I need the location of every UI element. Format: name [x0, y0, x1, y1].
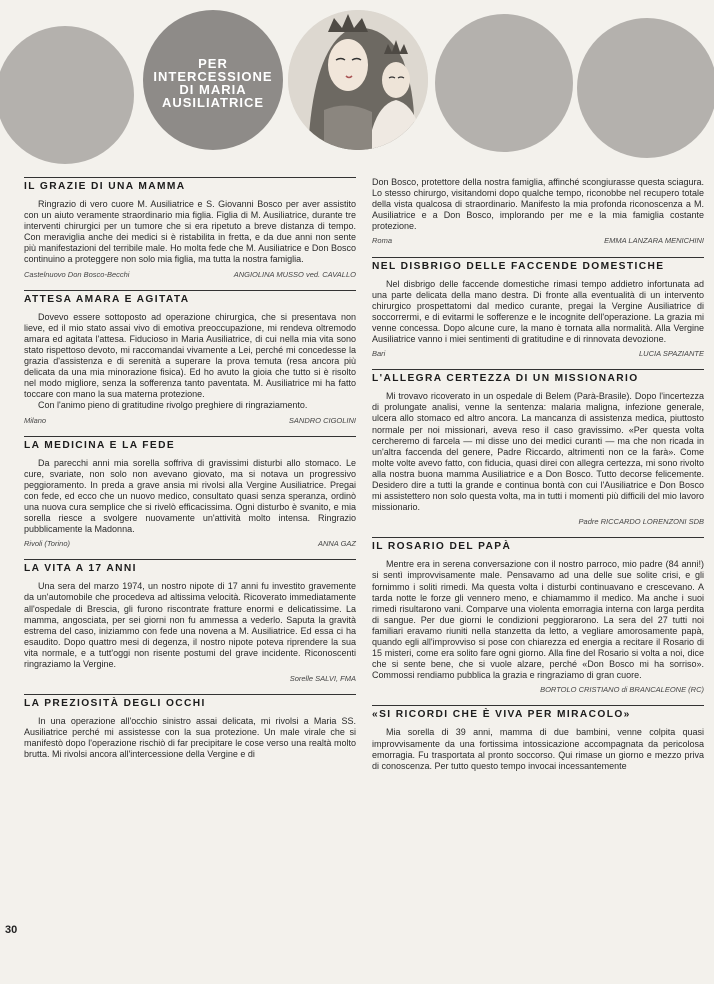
article-continuation: [372, 177, 704, 247]
article-text: Mia sorella di 39 anni, mamma di due bambini, venne colpita quasi improvvisamente da una fortissima intossicazione accompagnata da pericolosa emorragia. Fu trasportata al pronto soccorso. Qui rimase un giorno e mezzo priva di conoscenza. Per tutto questo tempo invocai incessantemente: [372, 727, 704, 771]
article: [372, 257, 704, 360]
signature-place: Milano: [24, 415, 47, 425]
signature: [24, 673, 356, 684]
header-banner: [0, 0, 714, 165]
article: [372, 369, 704, 527]
article-title: «SI RICORDI CHE È VIVA PER MIRACOLO»: [372, 705, 704, 721]
signature-author: EMMA LANZARA MENICHINI: [604, 236, 704, 246]
article-text: Mentre era in serena conversazione con il nostro parroco, mio padre (84 anni!) si sentì improvvisamente male. Pensavamo ad una delle sue solite crisi, e gli fornimmo i soliti rimedi. Ma questa volta i disturbi continuavano e crescevano. A tarda notte le forze gli vennero meno, e chiamammo il medico. Ma anche i suoi rimedi risultarono vani. Comparve una violenta emorragia interna con larga perdita di sangue. Per due giorni le condizioni peggiorarono. La sera del 27 tutti noi familiari eravamo riuniti nella stanzetta da letto, a vegliare amorosamente papà, quando egli all'improvviso si pose con chiarezza ed energia a recitare il Rosario di 15 misteri, come era solito fare ogni giorno. Alla fine del Rosario si volta a noi, dice che si sente bene, che si vuole alzare, perché «Don Bosco mi ha sorriso». Commossi rendiamo pubblica la grazia e ringraziamo di gran cuore.: [372, 559, 704, 681]
article: [24, 694, 356, 760]
signature-author: Sorelle SALVI, FMA: [289, 674, 356, 684]
article-text: Ringrazio di vero cuore M. Ausiliatrice e S. Giovanni Bosco per aver assistito con un aiuto veramente straordinario mia figlia. Figlia di M. Ausiliatrice, durante tre interventi chirurgici per un tumore che si era ripetuto a breve distanza di tempo. Con meraviglia anche dei medici si è ristabilita in fretta, e da due anni non sente più manifestazioni del terribile male. Ho molta fede che M. Ausiliatrice e Don Bosco continuino a proteggere non solo mia figlia, ma tutta la nostra famiglia.: [24, 199, 356, 265]
left-column: [24, 177, 356, 771]
signature-author: Padre RICCARDO LORENZONI SDB: [578, 517, 704, 527]
signature-place: Castelnuovo Don Bosco-Becchi: [24, 269, 130, 279]
right-column: [372, 177, 704, 782]
title-line: INTERCESSIONE: [153, 69, 273, 84]
signature-place: Roma: [372, 236, 393, 246]
article: [24, 177, 356, 280]
signature: [372, 516, 704, 527]
article-title: IL GRAZIE DI UNA MAMMA: [24, 177, 356, 193]
article: [24, 290, 356, 426]
article-title: LA VITA A 17 ANNI: [24, 559, 356, 575]
title-line: PER: [198, 56, 228, 71]
article: [24, 436, 356, 550]
signature-author: ANGIOLINA MUSSO ved. CAVALLO: [233, 269, 356, 279]
signature: [372, 684, 704, 695]
decorative-circle: [435, 14, 573, 152]
article-text: Dovevo essere sottoposto ad operazione chirurgica, che si presentava non lieve, ed il mio stato assai vivo di emotiva preoccupazione, mi rendeva oltremodo amara ed agitata l'attesa. Fiducioso in Maria Ausiliatrice, di cui nella mia vita sono stato rispettoso devoto, mi raccomandai vivamente a Lei, perché mi concedesse la grazia d'assistenza e di serenità a superare la prova temuta (resa ancora più delicata da una mia minorazione fisica). Ed ho avuto la gioia che tutto si è risolto nel modo migliore, senza la sofferenza tanto paventata. M. Ausiliatrice mi ha fatto toccare con mano la sua materna protezione.: [24, 311, 356, 400]
signature: [372, 235, 704, 246]
signature: [24, 415, 356, 426]
signature: [24, 269, 356, 280]
madonna-portrait-icon: [288, 10, 428, 150]
signature-place: Bari: [372, 349, 386, 359]
section-title: [143, 57, 283, 109]
signature-author: BORTOLO CRISTIANO di BRANCALEONE (RC): [540, 685, 704, 695]
article-text: Nel disbrigo delle faccende domestiche rimasi tempo addietro infortunata ad una parte delicata della mano destra. Di fronte alla eventualità di un intervento chirurgico prospettatomi dal medico curante, pregai la Vergine Ausiliatrice di soccorrermi, e di evitarmi le sofferenze e le incognite dell'operazione. La grazia mi venne concessa. Dopo alcune cure, la mano è tornata alla normalità. Alla Vergine Ausiliatrice vanno i miei sentimenti di gratitudine e di rinnovata devozione.: [372, 278, 704, 345]
article-text: Mi trovavo ricoverato in un ospedale di Belem (Parà-Brasile). Dopo l'incertezza di prolungate analisi, venne la sentenza: malaria maligna, infezione generale, ulcera allo stomaco ed altro ancora. La mancanza di assistenza medica, piuttosto normale per noi missionari, aveva reso il caso gravissimo. «Per questa volta cercheremo di farcela — mi disse uno dei medici curanti — ma che non ricada in un'altra faccenda del genere, Padre Riccardo, altrimenti non ce la farà». Come molte volte avevo fatto, con fiducia, quasi direi con allegra certezza, mi sono rivolto alla nostra buona mamma Ausiliatrice e a Don Bosco. Tutto decorse felicemente. Desidero dire a tutti la grande e continua bontà con cui l'Ausiliatrice e Don Bosco mi assistettero non solo questa volta, ma in tutti i momenti più difficili del mio lavoro missionario.: [372, 391, 704, 513]
article-title: NEL DISBRIGO DELLE FACCENDE DOMESTICHE: [372, 257, 704, 273]
title-line: DI MARIA: [179, 82, 247, 97]
signature-author: LUCIA SPAZIANTE: [638, 349, 704, 359]
article-text: Una sera del marzo 1974, un nostro nipote di 17 anni fu investito gravemente da un'automobile che procedeva ad altissima velocità. Ricoverato immediatamente all'ospedale di Brescia, gli furono riscontrate fratture enormi e delicatissime. La mamma, angosciata, per sei giorni non fu ammessa a vederlo. Saputa la gravità estrema del caso, iniziammo con fede una novena a M. Ausiliatrice. Ed essa ci ha esaudito. Dopo quattro mesi di degenza, il nostro nipote poteva riprendere la sua vita normale, e a tutt'oggi non risente postumi del grave incidente. Riconoscenti ringraziamo la Vergine.: [24, 581, 356, 669]
article: [372, 705, 704, 771]
madonna-image: [288, 10, 428, 150]
article-title: LA MEDICINA E LA FEDE: [24, 436, 356, 452]
signature: [24, 538, 356, 549]
article-text: Da parecchi anni mia sorella soffriva di gravissimi disturbi allo stomaco. Le cure, svariate, non solo non avevano giovato, ma si notava un progressivo peggioramento. In preda a grave ansia mi rivolsi alla Vergine Ausiliatrice. Pregai con fede, ed ecco che un nuovo medico, consultato quasi senza speranza, ordinò una nuova cura semplice che si rivelò efficacissima. Ogni disturbo è svanito, e mia sorella riesce a svolgere nuovamente un'attività molto intensa. Ringrazio pubblicamente la Madonna.: [24, 457, 356, 535]
article-title: L'ALLEGRA CERTEZZA DI UN MISSIONARIO: [372, 369, 704, 385]
article: [24, 559, 356, 684]
decorative-circle: [0, 26, 134, 164]
article-text: Don Bosco, protettore della nostra famiglia, affinché scongiurasse questa sciagura. Lo stesso chirurgo, visitandomi dopo qualche tempo, riconobbe nel recupero totale della vista qualcosa di straordinario. Manifesto la mia profonda riconoscenza a M. Ausiliatrice e a Don Bosco, implorando per me e la mia famiglia costante protezione.: [372, 177, 704, 232]
article-text: Con l'animo pieno di gratitudine rivolgo preghiere di ringraziamento.: [38, 400, 308, 411]
decorative-circle: [577, 18, 714, 158]
signature-place: Rivoli (Torino): [24, 539, 70, 549]
signature-author: ANNA GAZ: [317, 539, 356, 549]
signature-author: SANDRO CIGOLINI: [288, 415, 356, 425]
article-title: LA PREZIOSITÀ DEGLI OCCHI: [24, 694, 356, 710]
page-number: 30: [5, 924, 18, 936]
article-title: ATTESA AMARA E AGITATA: [24, 290, 356, 306]
article-text: In una operazione all'occhio sinistro assai delicata, mi rivolsi a Maria SS. Ausiliatrice perché mi assistesse con la sua protezione. Un male virale che si manifestò dopo l'operazione rischiò di far precipitare le cose verso una realtà molto brutta. Mi rivolsi ancora all'intercessione della Vergine e di: [24, 716, 356, 760]
title-line: AUSILIATRICE: [161, 95, 265, 110]
article: [372, 537, 704, 695]
signature: [372, 348, 704, 359]
article-title: IL ROSARIO DEL PAPÀ: [372, 537, 704, 553]
